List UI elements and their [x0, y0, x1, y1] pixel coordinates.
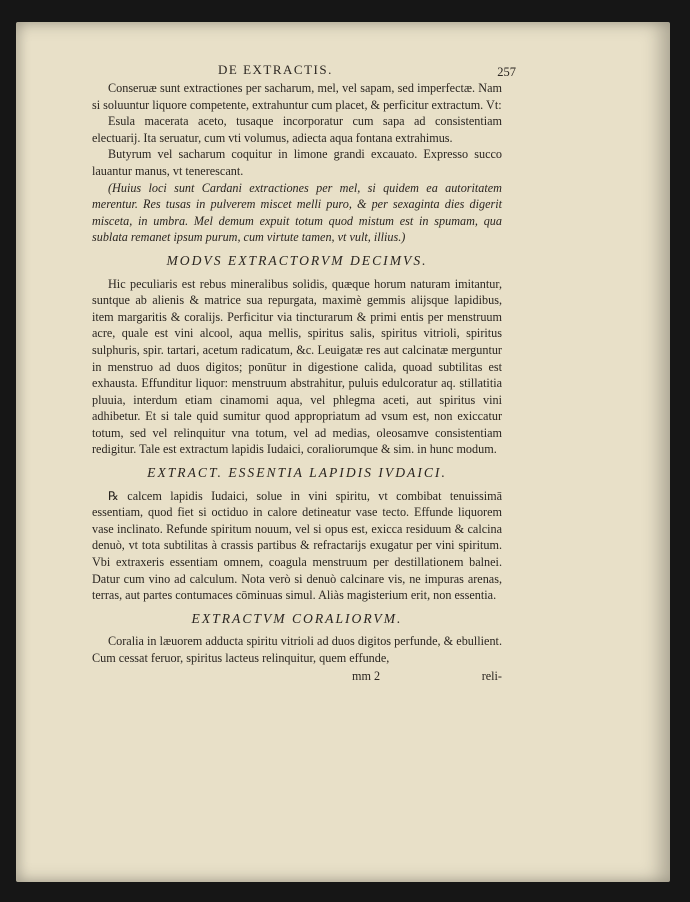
- page-text-block: [92, 60, 516, 686]
- catchword: reli-: [481, 668, 502, 683]
- paragraph-lapidis-iudaici: ℞ calcem lapidis Iudaici, solue in vini spiritu, vt combibat tenuissimā essentiam, quod fiet si octiduo in calore detineatur vase tecto. Effunde liquorem vase inclinato. Refunde spiritum nouum, vel si opus est, exicca residuum & calcina denuò, vt tota subtilitas à crassis partibus & refractarijs exugatur per vini spiritum. Vbi extraxeris essentiam omnem, coagula menstruum per destillationem balnei. Datur cum vino ad calculum. Nota verò si denuò calcinare vis, ne impuras arenas, terras, aut partes contumaces cōminuas simul. Aliàs magisterium erit, non essentia.: [92, 488, 502, 603]
- section-heading-coraliorum: EXTRACTVM CORALIORVM.: [191, 610, 403, 626]
- signature-mark: mm 2: [352, 668, 381, 683]
- paragraph-cardani-note: (Huius loci sunt Cardani extractiones per mel, si quidem ea autoritatem merentur. Res tusas in pulverem miscet melli puro, & per sexaginta dies digerit misceta, in umbra. Mel demum expuit totum quod mistum est in spumam, qua sublata remanet ipsum purum, cum virtute tamen, vt vult, illius.): [92, 180, 502, 245]
- section-heading-lapidis-iudaici: EXTRACT. ESSENTIA LAPIDIS IVDAICI.: [147, 465, 447, 481]
- book-page: [16, 22, 670, 882]
- paragraph-butyrum: Butyrum vel sacharum coquitur in limone grandi excauato. Expresso succo lauantur manus, vt tenerescant.: [92, 147, 502, 178]
- paragraph-coraliorum: Coralia in læuorem adducta spiritu vitrioli ad duos digitos perfunde, & ebullient. Cum cessat feruor, spiritus lacteus relinquitur, quem effunde,: [92, 634, 502, 665]
- running-head: DE EXTRACTIS.: [218, 62, 333, 77]
- page-header: [92, 60, 516, 80]
- paragraph-modus-decimus: Hic peculiaris est rebus mineralibus solidis, quæque horum naturam imitantur, suntque ab alienis & matrice sua repurgata, maximè gemmis alijsque lapidibus, item margaritis & coralijs. Perficitur via tincturarum & primi entis per menstruum acre, quale est vini alcool, aqua mellis, spiritus salis, spiritus vitrioli, spiritus sulphuris, spir. tartari, acetum radicatum, &c. Leuigatæ res aut calcinatæ merguntur in menstruo ad duos digitos; ponūtur in digestione calida, quoad subtilitas est exhausta. Effunditur liquor: menstruum abstrahitur, puluis edulcoratur aq. stillatitia pluuia, interdum etiam cinamomi aqua, vel phlegma aceti, aut spiritus vini adhibetur. Et si tale quid sumitur quod appropriatum ad vsum est, non exiccatur totum, sed vel relinquitur vna totum, vel ad medias, oleosamve consistentiam redigitur. Tale est extractum lapidis Iudaici, coraliorumque & sim. in hunc modum.: [92, 276, 502, 457]
- paragraph-conservae: Conseruæ sunt extractiones per sacharum, mel, vel sapam, sed imperfectæ. Nam si soluuntur liquore competente, extrahuntur cum placet, & perficitur extractum. Vt:: [92, 81, 502, 112]
- page-footer: [92, 668, 502, 686]
- page-number: 257: [497, 65, 516, 79]
- section-heading-modus-decimus: MODVS EXTRACTORVM DECIMVS.: [166, 252, 428, 268]
- paragraph-esula: Esula macerata aceto, tusaque incorporatur cum sapa ad consistentiam electuarij. Ita seruatur, cum vti volumus, adiecta aqua fontana extrahimus.: [92, 114, 502, 145]
